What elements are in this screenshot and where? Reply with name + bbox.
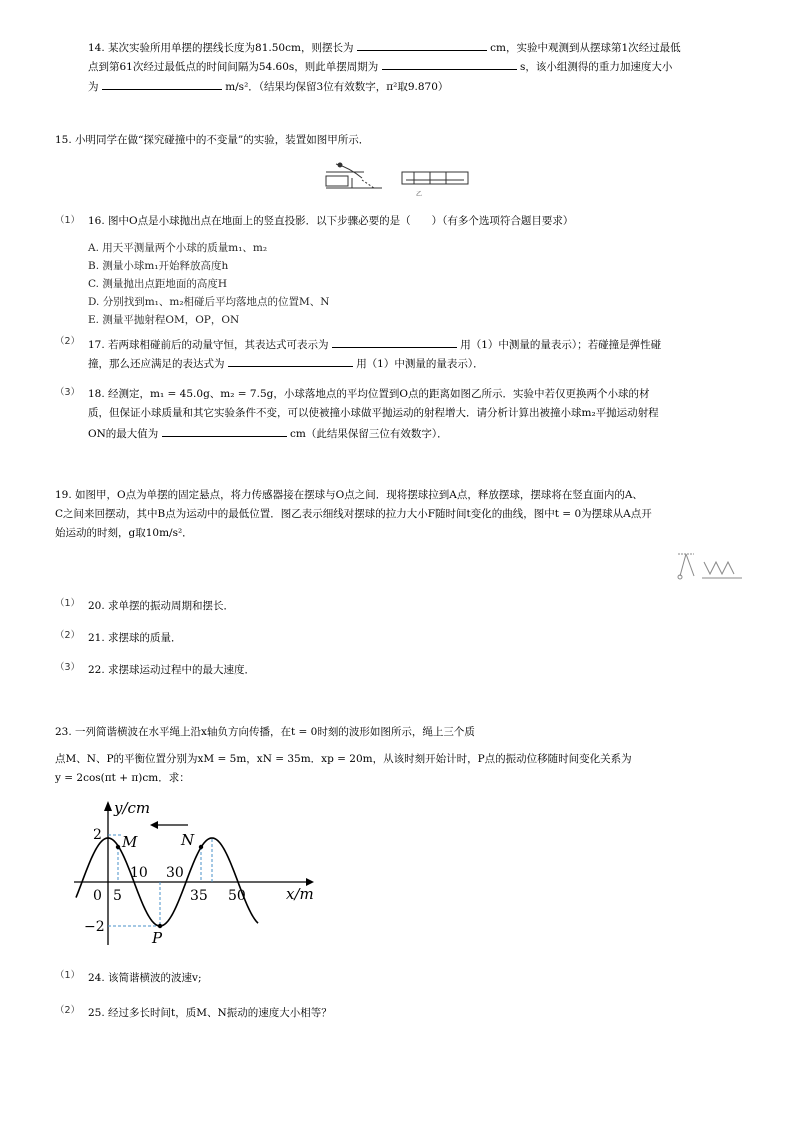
q16-option-e[interactable]: E. 测量平抛射程OM，OP，ON [88, 314, 240, 326]
q17-blank-momentum[interactable] [332, 337, 457, 348]
q16-option-b[interactable]: B. 测量小球m₁开始释放高度h [88, 260, 229, 272]
q14-line1: 14. 某次实验所用单摆的摆线长度为81.50cm，则摆长为 cm，实验中观测到从摆球第1次经过最低 [88, 42, 681, 54]
q21-label: （2） [55, 630, 81, 641]
x-tick-0: 0 [93, 888, 102, 904]
q25-stem: 25. 经过多长时间t，质M、N振动的速度大小相等？ [88, 1007, 332, 1019]
q14-line3: 为 m/s²．（结果均保留3位有效数字，π²取9.870） [88, 81, 449, 93]
y-axis-label: y/cm [114, 799, 151, 817]
q18-label: （3） [55, 387, 81, 398]
y-tick-neg2: −2 [84, 919, 105, 935]
q23-line1: 23. 一列简谐横波在水平绳上沿x轴负方向传播，在t = 0时刻的波形如图所示，绳上三个质 [55, 726, 475, 738]
q18-line3: ON的最大值为 cm（此结果保留三位有效数字）． [88, 428, 448, 440]
q18-number: 18. [88, 388, 105, 400]
q23-line3: y = 2cos(πt + π)cm．求： [55, 772, 190, 784]
q24-number: 24. [88, 972, 105, 984]
y-axis-arrow [104, 801, 112, 811]
q16-number: 16. [88, 215, 105, 227]
q19-number: 19. [55, 489, 72, 501]
q16-option-a[interactable]: A. 用天平测量两个小球的质量m₁、m₂ [88, 242, 268, 254]
q16-option-d[interactable]: D. 分别找到m₁、m₂相碰后平均落地点的位置M、N [88, 296, 330, 308]
x-tick-10: 10 [130, 865, 148, 881]
q16-option-c[interactable]: C. 测量抛出点距地面的高度H [88, 278, 227, 290]
q19-line3: 始运动的时刻，g取10m/s²． [55, 527, 193, 539]
q15-number: 15. [55, 134, 72, 146]
q25-number: 25. [88, 1007, 105, 1019]
q22-stem: 22. 求摆球运动过程中的最大速度． [88, 664, 256, 676]
x-tick-50: 50 [228, 888, 246, 904]
q24-stem: 24. 该简谐横波的波速v; [88, 972, 202, 984]
q17-number: 17. [88, 339, 105, 351]
label-m: M [122, 833, 138, 851]
q23-line2: 点M、N、P的平衡位置分别为xM = 5m，xN = 35m．xp = 20m，从该时刻开始计时，P点的振动位移随时间变化关系为 [55, 753, 632, 765]
x-axis-label: x/m [286, 885, 314, 903]
q22-label: （3） [55, 662, 81, 673]
svg-text:乙: 乙 [416, 191, 423, 198]
q18-blank-on[interactable] [162, 426, 287, 437]
point-n [199, 845, 203, 849]
x-tick-30: 30 [166, 865, 184, 881]
q25-label: （2） [55, 1005, 81, 1016]
q20-number: 20. [88, 600, 105, 612]
q22-number: 22. [88, 664, 105, 676]
q18-line2: 质，但保证小球质量和其它实验条件不变，可以使被撞小球做平抛运动的射程增大．请分析计算出被撞小球m₂平抛运动射程 [88, 407, 659, 419]
point-m [116, 845, 120, 849]
q19-line1: 19. 如图甲，O点为单摆的固定悬点，将力传感器接在摆球与O点之间．现将摆球拉到A点，释放摆球，摆球将在竖直面内的A、 [55, 489, 643, 501]
q15-figure [322, 158, 472, 200]
q14-line2: 点到第61次经过最低点的时间间隔为54.60s，则此单摆周期为 s，该小组测得的重力加速度大小 [88, 61, 673, 73]
q16-stem: 16. 图中O点是小球抛出点在地面上的竖直投影．以下步骤必要的是（ ）（有多个选项符合题目要求） [88, 215, 574, 227]
q20-label: （1） [55, 598, 81, 609]
q19-line2: C之间来回摆动，其中B点为运动中的最低位置．图乙表示细线对摆球的拉力大小F随时间t变化的曲线，图中t = 0为摆球从A点开 [55, 508, 652, 520]
q15-stem: 15. 小明同学在做“探究碰撞中的不变量”的实验，装置如图甲所示． [55, 134, 370, 146]
wave-figure [60, 795, 320, 955]
q17-label: （2） [55, 336, 81, 347]
q21-stem: 21. 求摆球的质量． [88, 632, 182, 644]
q14-blank-length[interactable] [357, 40, 487, 51]
y-tick-2: 2 [93, 827, 102, 843]
q17-line1: 17. 若两球相碰前后的动量守恒，其表达式可表示为 用（1）中测量的量表示）；若碰撞是弹性碰 [88, 339, 662, 351]
q17-line2: 撞，那么还应满足的表达式为 用（1）中测量的量表示）． [88, 358, 484, 370]
q23-number: 23. [55, 726, 72, 738]
q14-blank-g[interactable] [102, 79, 222, 90]
label-p: P [152, 929, 163, 947]
x-tick-5: 5 [113, 888, 122, 904]
q14-number: 14. [88, 42, 105, 54]
q18-line1: 18. 经测定，m₁ = 45.0g、m₂ = 7.5g，小球落地点的平均位置到O点的距离如图乙所示．实验中若仅更换两个小球的材 [88, 388, 650, 400]
q24-label: （1） [55, 970, 81, 981]
point-p [158, 924, 162, 928]
propagation-arrowhead [150, 821, 158, 829]
label-n: N [181, 831, 195, 849]
q21-number: 21. [88, 632, 105, 644]
q17-blank-elastic[interactable] [228, 356, 353, 367]
x-tick-35: 35 [190, 888, 208, 904]
q19-figure [672, 550, 744, 584]
q14-blank-period[interactable] [382, 59, 517, 70]
q20-stem: 20. 求单摆的振动周期和摆长． [88, 600, 235, 612]
q16-label: （1） [55, 215, 81, 226]
